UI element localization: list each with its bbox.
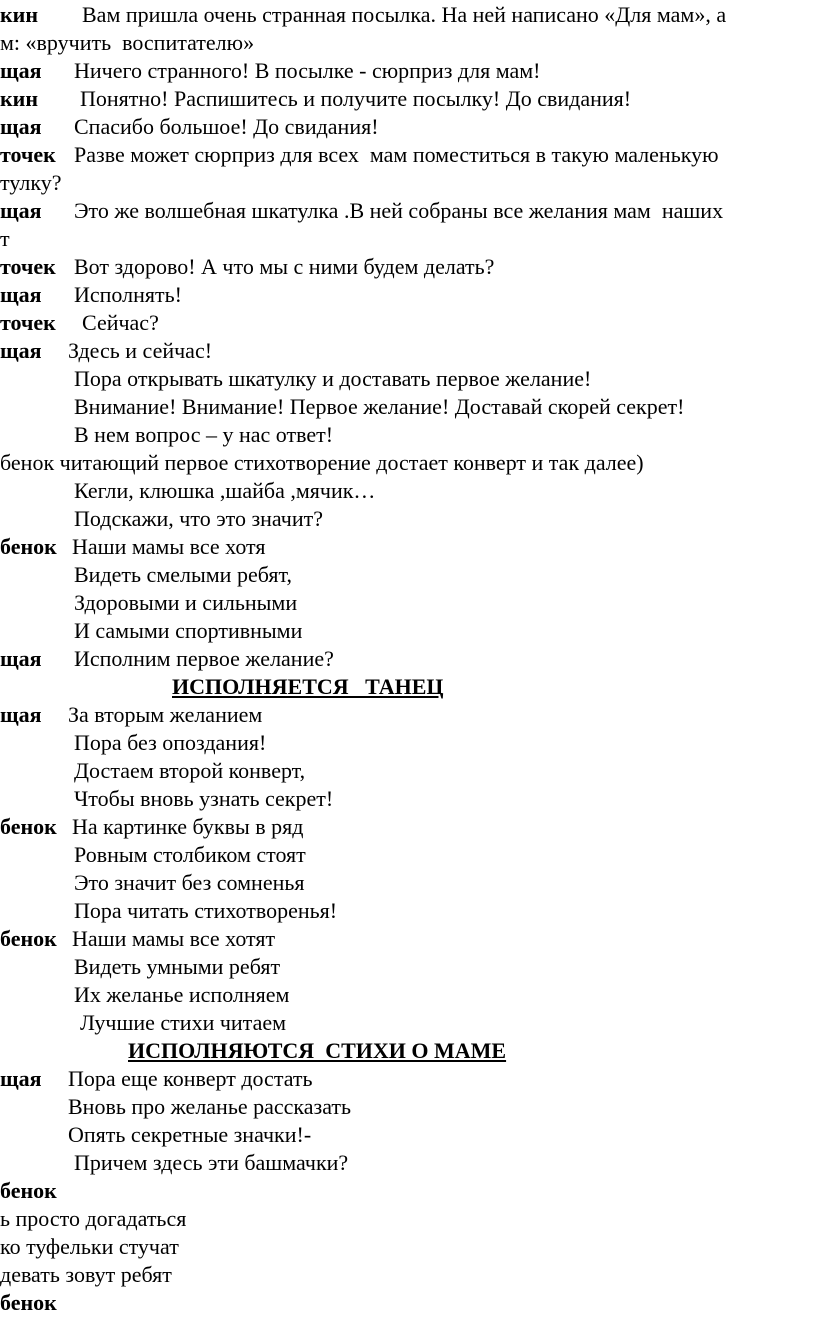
script-line: Видеть смелыми ребят, (74, 562, 292, 587)
script-line: Кегли, клюшка ,шайба ,мячик… (74, 478, 376, 503)
script-line: За вторым желанием (68, 702, 263, 727)
script-line: Исполним первое желание? (74, 646, 334, 671)
section-heading: ИСПОЛНЯЮТСЯ СТИХИ О МАМЕ (128, 1038, 507, 1063)
speaker-label: щая (0, 282, 42, 307)
speaker-label: щая (0, 58, 42, 83)
script-line: Пора без опоздания! (74, 730, 267, 755)
speaker-label: щая (0, 702, 42, 727)
script-line: Чтобы вновь узнать секрет! (74, 786, 334, 811)
script-line: В нем вопрос – у нас ответ! (74, 422, 334, 447)
section-heading: ИСПОЛНЯЕТСЯ ТАНЕЦ (172, 674, 444, 699)
script-line: ь просто догадаться (0, 1206, 187, 1231)
speaker-label: щая (0, 338, 42, 363)
speaker-label: щая (0, 114, 42, 139)
script-line: Разве может сюрприз для всех мам поместиться в такую маленькую (74, 142, 719, 167)
script-line: Достаем второй конверт, (74, 758, 306, 783)
speaker-label: точек (0, 142, 56, 167)
script-line: тулку? (0, 170, 62, 195)
script-line: девать зовут ребят (0, 1262, 172, 1287)
script-line: Пора еще конверт достать (68, 1066, 313, 1091)
speaker-label: кин (0, 2, 39, 27)
script-line: Наши мамы все хотя (72, 534, 266, 559)
script-line: Вновь про желанье рассказать (68, 1094, 352, 1119)
script-line: Видеть умными ребят (74, 954, 281, 979)
speaker-label: точек (0, 254, 56, 279)
script-line: Наши мамы все хотят (72, 926, 276, 951)
script-line: Ничего странного! В посылке - сюрприз для мам! (74, 58, 541, 83)
script-line: Здоровыми и сильными (74, 590, 298, 615)
script-line: Это значит без сомненья (74, 870, 305, 895)
speaker-label: щая (0, 646, 42, 671)
script-line: Пора читать стихотворенья! (74, 898, 338, 923)
script-line: Внимание! Внимание! Первое желание! Доставай скорей секрет! (74, 394, 685, 419)
script-line: Вот здорово! А что мы с ними будем делать? (74, 254, 495, 279)
script-line: Здесь и сейчас! (68, 338, 213, 363)
stage-direction: бенок читающий первое стихотворение достает конверт и так далее) (0, 450, 644, 475)
script-line: Ровным столбиком стоят (74, 842, 306, 867)
speaker-label: точек (0, 310, 56, 335)
script-line: Причем здесь эти башмачки? (74, 1150, 349, 1175)
script-line: Спасибо большое! До свидания! (74, 114, 379, 139)
speaker-label: бенок (0, 534, 57, 559)
script-line: Вам пришла очень странная посылка. На ней написано «Для мам», а (82, 2, 727, 27)
script-line: Понятно! Распишитесь и получите посылку! До свидания! (80, 86, 632, 111)
speaker-label: бенок (0, 1178, 57, 1203)
speaker-label: кин (0, 86, 39, 111)
script-line: Исполнять! (74, 282, 182, 307)
speaker-label: щая (0, 1066, 42, 1091)
script-line: Лучшие стихи читаем (80, 1010, 287, 1035)
script-line: Подскажи, что это значит? (74, 506, 324, 531)
speaker-label: бенок (0, 926, 57, 951)
script-line: м: «вручить воспитателю» (0, 30, 255, 55)
speaker-label: бенок (0, 1290, 57, 1315)
script-line: ко туфельки стучат (0, 1234, 179, 1259)
script-line: Опять секретные значки!- (68, 1122, 312, 1147)
script-line: Это же волшебная шкатулка .В ней собраны все желания мам наших (74, 198, 724, 223)
speaker-label: щая (0, 198, 42, 223)
script-line: т (0, 226, 10, 251)
script-line: И самыми спортивными (74, 618, 303, 643)
script-line: Пора открывать шкатулку и доставать первое желание! (74, 366, 592, 391)
speaker-label: бенок (0, 814, 57, 839)
script-line: На картинке буквы в ряд (72, 814, 304, 839)
script-line: Их желанье исполняем (74, 982, 290, 1007)
script-line: Сейчас? (82, 310, 159, 335)
